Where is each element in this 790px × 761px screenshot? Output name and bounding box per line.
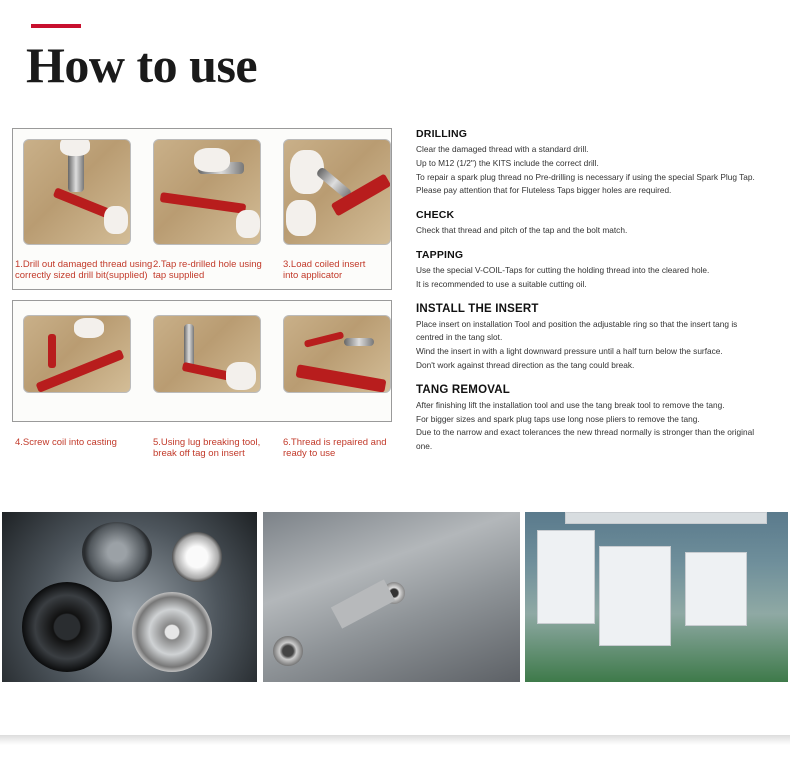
tang-removal-title: TANG REMOVAL [416,383,510,396]
tap-photo [153,139,261,245]
step-2-caption: 2.Tap re-drilled hole using tap supplied [153,259,262,281]
install-insert-title: INSTALL THE INSERT [416,302,539,315]
steps-panel-top [12,128,392,290]
check-line: Check that thread and pitch of the tap and the bolt match. [416,225,628,236]
page-title: How to use [26,37,258,93]
install-insert-line: centred in the tang slot. [416,332,503,343]
steps-panel-bottom [12,300,392,459]
screw-coil-photo [23,315,131,393]
step-6-caption: 6.Thread is repaired and ready to use [283,437,387,459]
drilling-line: Please pay attention that for Fluteless Taps bigger holes are required. [416,185,672,196]
tapping-title: TAPPING [416,248,464,261]
bottom-divider [0,735,790,745]
engine-pulleys-photo [2,512,257,682]
tapping-line: Use the special V-COIL-Taps for cutting the holding thread into the cleared hole. [416,264,710,275]
drilling-line: Up to M12 (1/2") the KITS include the correct drill. [416,157,599,168]
applicator-photo [283,139,391,245]
lug-breaking-photo [153,315,261,393]
drilling-line: Clear the damaged thread with a standard drill. [416,144,589,154]
install-insert-line: Wind the insert in with a light downward pressure until a half turn below the surface. [416,346,723,357]
tapping-line: It is recommended to use a suitable cutting oil. [416,278,587,289]
instructions-column [416,128,776,465]
install-insert-line: Don't work against thread direction as the tang could break. [416,359,635,370]
tapping-section [416,249,776,292]
check-title: CHECK [416,209,455,222]
tang-removal-line: Due to the narrow and exact tolerances the new thread normally is stronger than the original [416,427,755,438]
step-1-caption: 1.Drill out damaged thread using correctly sized drill bit(supplied) [15,259,153,281]
tang-removal-line: For bigger sizes and spark plug taps use long nose pliers to remove the tang. [416,413,700,424]
drilling-title: DRILLING [416,128,468,140]
drill-photo [23,139,131,245]
step-5-caption: 5.Using lug breaking tool, break off tag on insert [153,437,261,459]
drilling-line: To repair a spark plug thread no Pre-drilling is necessary if using the special Spark Plug Tap. [416,171,755,182]
install-insert-section [416,303,776,373]
title-accent-bar [31,24,81,28]
factory-machines-photo [525,512,788,682]
tang-removal-line: After finishing lift the installation tool and use the tang break tool to remove the tang. [416,399,725,410]
step-4-caption: 4.Screw coil into casting [15,437,117,448]
engine-casting-photo [263,512,520,682]
tang-removal-line: one. [416,441,433,452]
install-insert-line: Place insert on installation Tool and position the adjustable ring so that the insert tang is [416,318,738,329]
step-3-caption: 3.Load coiled insert into applicator [283,259,366,281]
check-section [416,209,776,238]
repaired-thread-photo [283,315,391,393]
tang-removal-section [416,384,776,454]
drilling-section [416,128,776,198]
